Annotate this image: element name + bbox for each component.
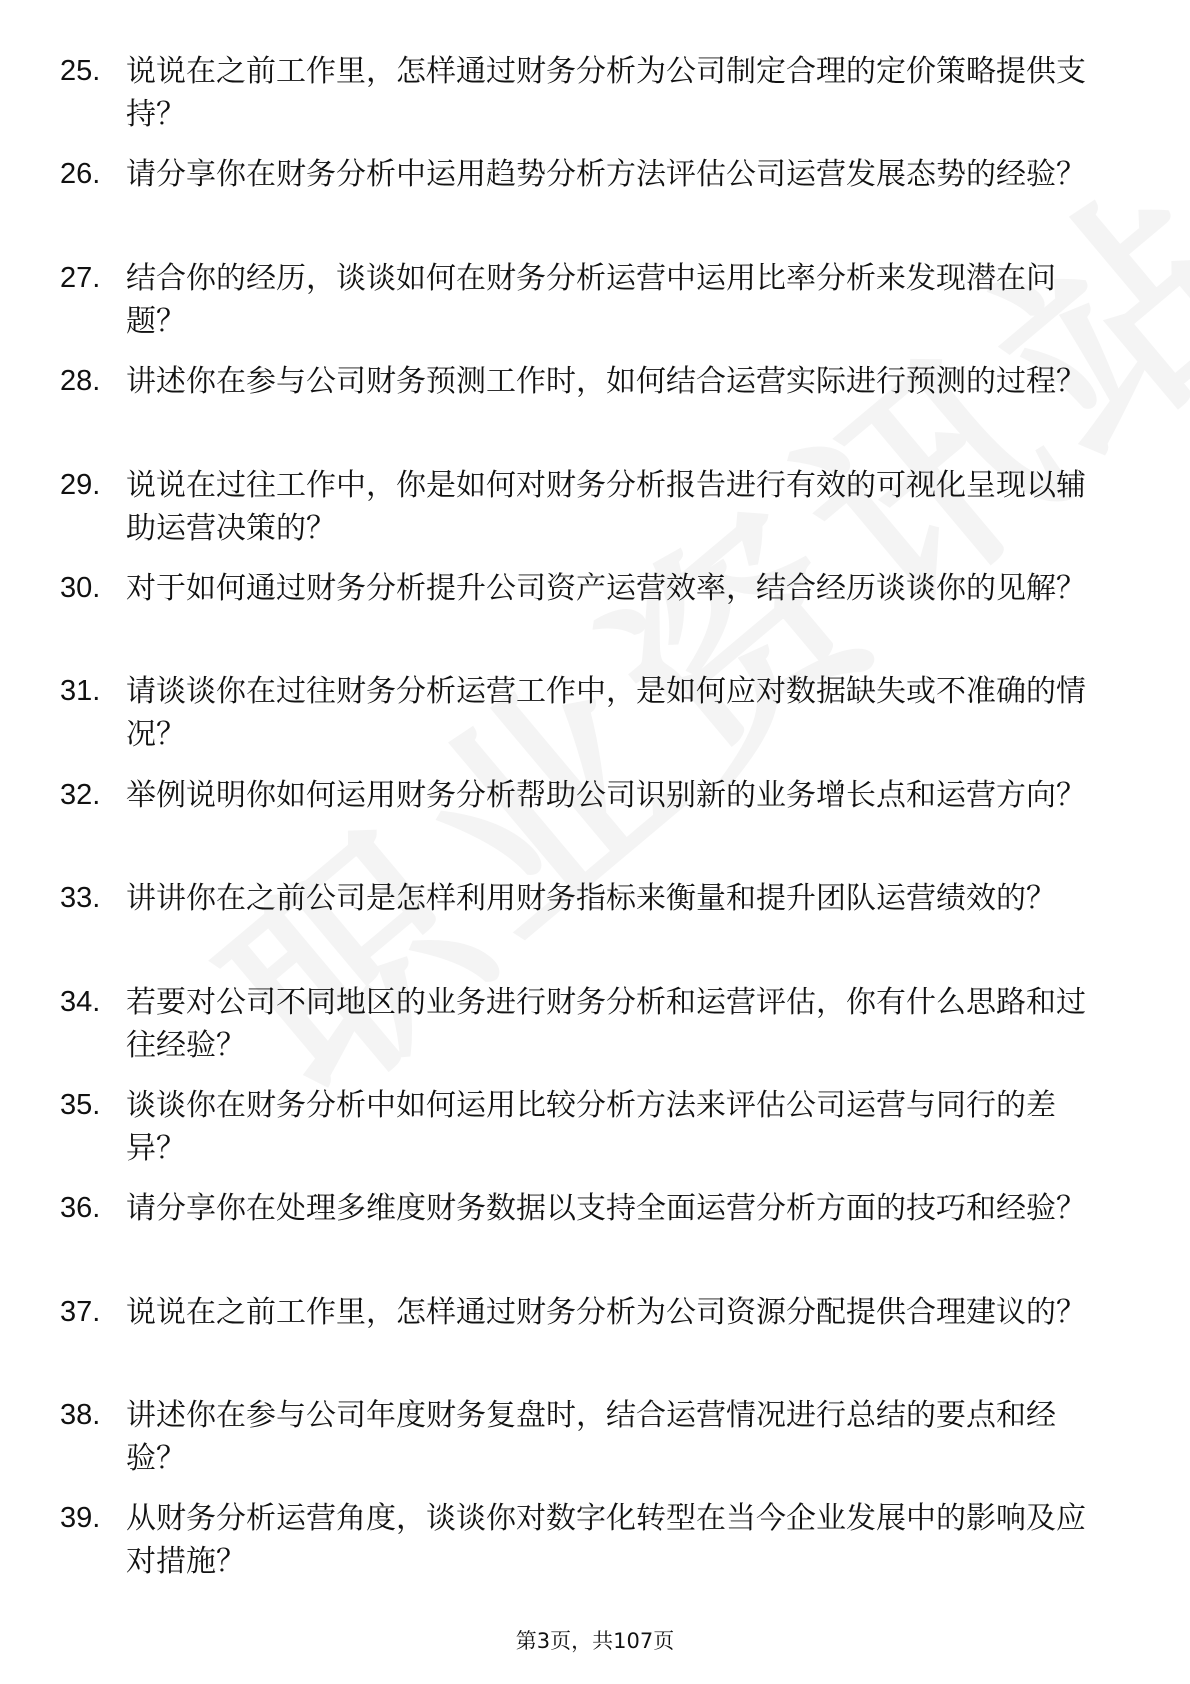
question-number: 32. (60, 778, 101, 811)
list-item (60, 257, 1110, 360)
question-number: 31. (60, 675, 101, 708)
list-item (60, 774, 1110, 877)
list-item (60, 153, 1110, 256)
question-number: 27. (60, 261, 101, 294)
question-text: 讲讲你在之前公司是怎样利用财务指标来衡量和提升团队运营绩效的？ (126, 881, 1056, 917)
list-item (60, 1291, 1110, 1394)
list-item (60, 1394, 1110, 1497)
question-text: 请分享你在处理多维度财务数据以支持全面运营分析方面的技巧和经验？ (126, 1191, 1086, 1227)
page-number-label: 第3页，共107页 (515, 1629, 675, 1653)
question-text: 请分享你在财务分析中运用趋势分析方法评估公司运营发展态势的经验？ (126, 157, 1086, 193)
question-number: 35. (60, 1088, 101, 1121)
question-text: 说说在之前工作里，怎样通过财务分析为公司制定合理的定价策略提供支持？ (126, 54, 1086, 132)
question-list (60, 50, 1110, 1601)
question-number: 34. (60, 985, 101, 1018)
question-text: 说说在过往工作中，你是如何对财务分析报告进行有效的可视化呈现以辅助运营决策的？ (126, 467, 1086, 546)
list-item (60, 360, 1110, 463)
list-item (60, 567, 1110, 670)
question-text: 讲述你在参与公司年度财务复盘时，结合运营情况进行总结的要点和经验？ (126, 1398, 1056, 1477)
list-item (60, 1497, 1110, 1600)
question-number: 38. (60, 1399, 101, 1432)
question-number: 37. (60, 1295, 101, 1328)
list-item (60, 981, 1110, 1084)
question-text: 说说在之前工作里，怎样通过财务分析为公司资源分配提供合理建议的？ (126, 1294, 1086, 1330)
question-text: 若要对公司不同地区的业务进行财务分析和运营评估，你有什么思路和过往经验？ (126, 984, 1086, 1063)
list-item (60, 1187, 1110, 1290)
question-number: 30. (60, 571, 101, 604)
list-item (60, 670, 1110, 773)
question-number: 28. (60, 365, 101, 398)
question-text: 结合你的经历，谈谈如何在财务分析运营中运用比率分析来发现潜在问题？ (126, 260, 1056, 339)
question-text: 谈谈你在财务分析中如何运用比较分析方法来评估公司运营与同行的差异？ (126, 1087, 1056, 1166)
question-text: 从财务分析运营角度，谈谈你对数字化转型在当今企业发展中的影响及应对措施？ (126, 1501, 1086, 1580)
question-number: 25. (60, 55, 101, 87)
question-text: 讲述你在参与公司财务预测工作时，如何结合运营实际进行预测的过程？ (126, 364, 1086, 400)
question-text: 对于如何通过财务分析提升公司资产运营效率，结合经历谈谈你的见解？ (126, 570, 1086, 606)
question-number: 36. (60, 1192, 101, 1225)
list-item (60, 50, 1110, 153)
list-item (60, 877, 1110, 980)
question-number: 29. (60, 468, 101, 501)
list-item (60, 464, 1110, 567)
question-number: 33. (60, 882, 101, 915)
question-text: 请谈谈你在过往财务分析运营工作中，是如何应对数据缺失或不准确的情况？ (126, 674, 1086, 753)
list-item (60, 1084, 1110, 1187)
question-text: 举例说明你如何运用财务分析帮助公司识别新的业务增长点和运营方向？ (126, 777, 1086, 813)
question-number: 26. (60, 158, 101, 191)
question-number: 39. (60, 1502, 101, 1535)
page-footer (0, 1625, 1190, 1655)
